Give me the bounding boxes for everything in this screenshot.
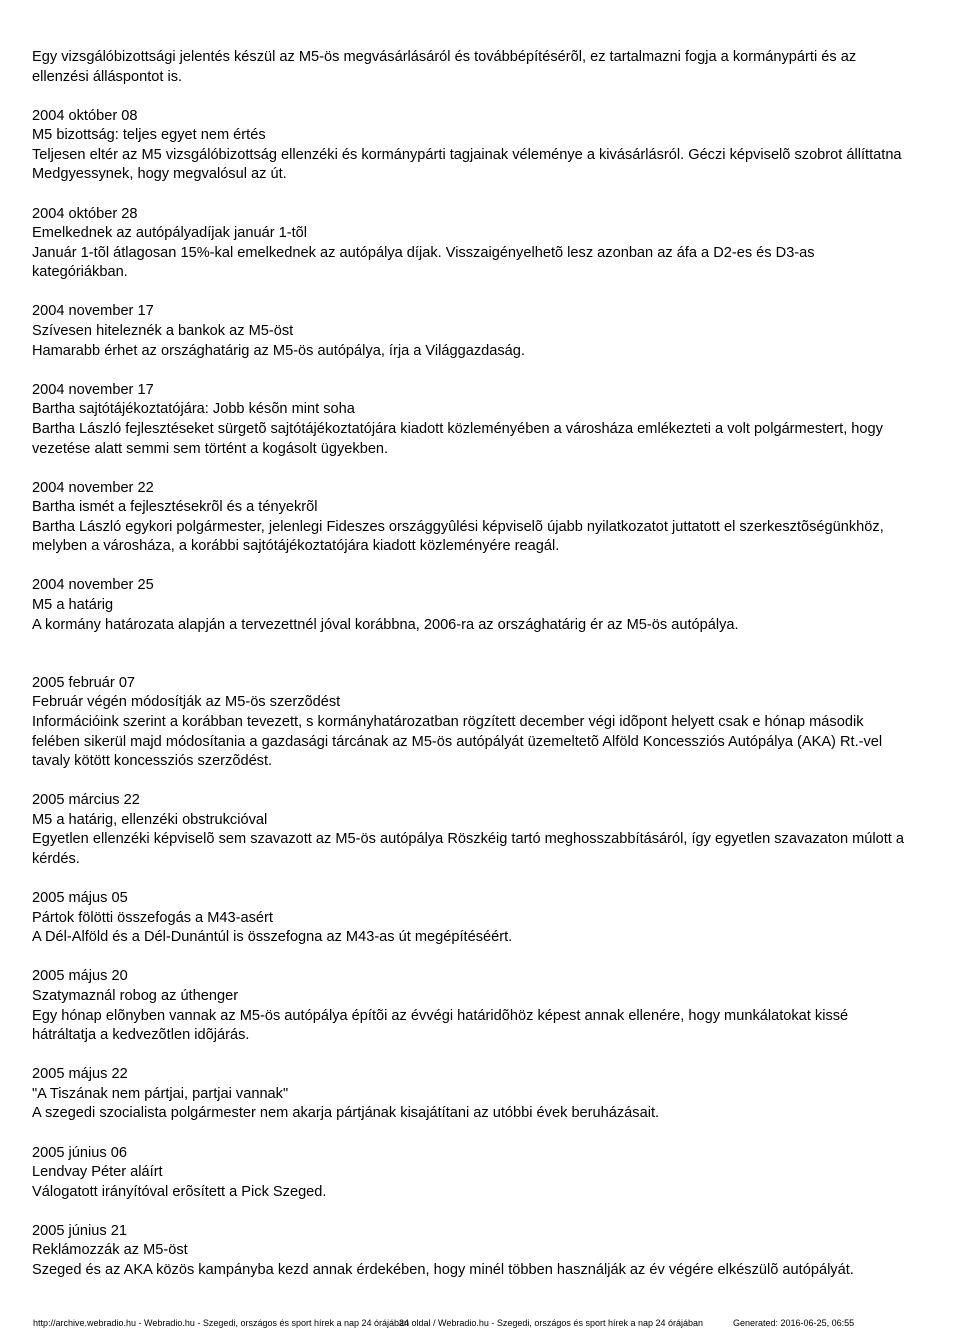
entry-summary: Egy hónap elõnyben vannak az M5-ös autópálya építõi az évvégi határidõhöz képest annak ellenére, hogy munkálatokat kissé hátráltatja a kedvezõtlen idõjárás. [32,1007,849,1044]
entry-summary: A kormány határozata alapján a tervezettnél jóval korábbna, 2006-ra az országhatárig ér az M5-ös autópálya. [32,616,739,633]
entry-date: 2004 november 22 [32,479,154,496]
entry-summary: A Dél-Alföld és a Dél-Dunántúl is összefogna az M43-as út megépítéséért. [32,929,513,946]
news-entry [32,381,912,459]
entry-summary: Január 1-tõl átlagosan 15%-kal emelkednek az autópálya díjak. Visszaigényelhetõ lesz azonban az áfa a D2-es és D3-as kategóriákban. [32,244,815,281]
entry-headline: Szatymaznál robog az úthenger [32,987,239,1004]
entry-date: 2004 november 17 [32,303,154,320]
entry-headline: Bartha ismét a fejlesztésekrõl és a tényekrõl [32,499,318,516]
entry-summary: Információink szerint a korábban tevezett, s kormányhatározatban rögzített december végi idõpont helyett csak e hónap második felében sikerül majd módosítania a gazdasági tárcának az M5-ös autópályát üzemeltetõ Alföld Koncessziós Autópálya (AKA) Rt.-vel tavaly kötött koncessziós szerzõdést. [32,713,883,770]
entry-date: 2005 március 22 [32,792,140,809]
entry-date: 2005 június 21 [32,1222,127,1239]
entry-headline: Február végén módosítják az M5-ös szerzõdést [32,694,341,711]
entry-date: 2005 június 06 [32,1144,127,1161]
document-body [32,48,912,1300]
entry-headline: Pártok fölötti összefogás a M43-asért [32,909,273,926]
footer-page-number: 24 oldal / Webradio.hu - Szegedi, országos és sport hírek a nap 24 órájában [399,1318,704,1328]
entry-summary: Teljesen eltér az M5 vizsgálóbizottság ellenzéki és kormánypárti tagjainak véleménye a kivásárlásról. Géczi képviselõ szobrot állíttatna Medgyessynek, hogy megvalósul az út. [32,146,902,183]
news-entry [32,205,912,283]
news-entry [32,791,912,869]
footer-divider [32,1315,912,1316]
entry-summary: Hamarabb érhet az országhatárig az M5-ös autópálya, írja a Világgazdaság. [32,342,525,359]
entry-headline: Reklámozzák az M5-öst [32,1242,188,1259]
entry-summary: Szeged és az AKA közös kampányba kezd annak érdekében, hogy minél többen használják az év végére elkészülõ autópályát. [32,1262,854,1278]
news-entry [32,576,912,635]
entry-date: 2005 február 07 [32,674,136,691]
entry-summary: Egy vizsgálóbizottsági jelentés készül az M5-ös megvásárlásáról és továbbépítésérõl, ez tartalmazni fogja a kormánypárti és az ellenzési álláspontot is. [32,49,857,85]
entry-headline: M5 bizottság: teljes egyet nem értés [32,127,266,144]
entry-date: 2004 október 08 [32,107,138,124]
entry-date: 2004 november 17 [32,381,154,398]
entry-date: 2004 november 25 [32,577,154,594]
entry-date: 2005 május 20 [32,968,128,985]
news-entry [32,889,912,948]
footer-generated-date: Generated: 2016-06-25, 06:55 [733,1318,855,1328]
footer-source-url[interactable]: http://archive.webradio.hu - Webradio.hu - Szegedi, országos és sport hírek a nap 24 órájában [33,1318,410,1328]
entry-headline: Emelkednek az autópályadíjak január 1-tõl [32,225,308,242]
news-entry [32,302,912,361]
news-entry [32,674,912,772]
news-entry [32,48,912,87]
news-entry [32,1222,912,1281]
news-entry [32,1065,912,1124]
entry-date: 2005 május 22 [32,1066,128,1083]
entry-summary: Egyetlen ellenzéki képviselõ sem szavazott az M5-ös autópálya Röszkéig tartó meghosszabbításáról, így egyetlen szavazaton múlott a kérdés. [32,831,905,867]
entry-headline: "A Tiszának nem pártjai, partjai vannak" [32,1085,289,1102]
entry-headline: Szívesen hiteleznék a bankok az M5-öst [32,323,294,340]
news-entry [32,967,912,1045]
entry-summary: Bartha László fejlesztéseket sürgetõ sajtótájékoztatójára kiadott közleményében a városháza emlékezteti a volt polgármestert, hogy vezetése alatt semmi sem történt a kogásolt ügyekben. [32,420,883,457]
entry-date: 2005 május 05 [32,890,128,907]
entry-summary: Válogatott irányítóval erõsített a Pick Szeged. [32,1183,327,1200]
entry-headline: Lendvay Péter aláírt [32,1164,163,1181]
entry-headline: M5 a határig [32,597,114,614]
entry-summary: Bartha László egykori polgármester, jelenlegi Fideszes országgyûlési képviselõ újabb nyilatkozatot juttatott el szerkesztõségünkhöz, melyben a városháza, a korábbi sajtótájékoztatójára kiadott közleményére reagál. [32,518,884,555]
entry-headline: M5 a határig, ellenzéki obstrukcióval [32,811,268,828]
entry-headline: Bartha sajtótájékoztatójára: Jobb késõn mint soha [32,401,355,418]
entry-summary: A szegedi szocialista polgármester nem akarja pártjának kisajátítani az utóbbi évek beruházásait. [32,1105,660,1122]
news-entry [32,107,912,185]
news-entry [32,479,912,557]
news-entry [32,1144,912,1203]
entry-date: 2004 október 28 [32,205,138,222]
